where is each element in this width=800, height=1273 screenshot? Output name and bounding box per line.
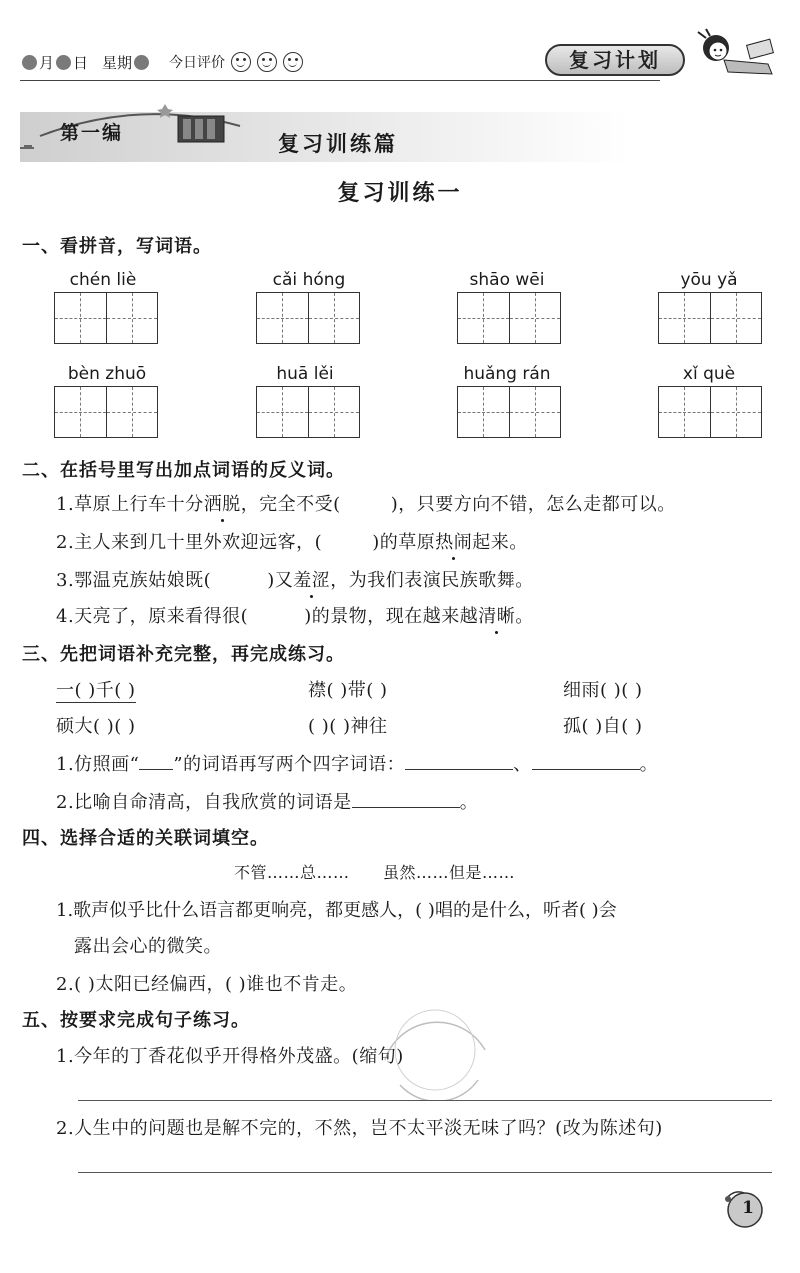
weekday-blank xyxy=(134,55,149,70)
page-number: 1 xyxy=(742,1198,754,1218)
q5-heading: 五、按要求完成句子练习。 xyxy=(22,1010,250,1031)
idiom-fill: 襟( )带( ) xyxy=(308,680,388,701)
idiom-fill: 孤( )自( ) xyxy=(563,716,643,737)
weekday-label: 星期 xyxy=(102,53,133,72)
writing-grid[interactable] xyxy=(256,292,360,344)
q4-heading: 四、选择合适的关联词填空。 xyxy=(22,828,269,849)
q2-sentence-4: 4.天亮了，原来看得很( )的景物，现在越来越清晰。 xyxy=(56,606,534,627)
watermark-stamp xyxy=(360,990,510,1100)
idiom-fill: 细雨( )( ) xyxy=(563,680,643,701)
q5-sentence-2: 2.人生中的问题也是解不完的，不然，岂不太平淡无味了吗？(改为陈述句) xyxy=(56,1118,663,1139)
q3-task-1: 1.仿照画“ ”的词语再写两个四字词语： 、 。 xyxy=(56,754,659,775)
emphasized-word: 洒脱 xyxy=(203,494,241,515)
idiom-fill: 一( )千( ) xyxy=(56,676,136,703)
idiom-fill: 硕大( )( ) xyxy=(56,716,136,737)
page-title: 复习训练一 xyxy=(337,180,463,206)
q4-sentence-1-cont: 露出会心的微笑。 xyxy=(74,936,222,957)
q1-heading: 一、看拼音，写词语。 xyxy=(22,236,212,257)
pinyin-label: huǎng rán xyxy=(463,364,551,384)
q2-sentence-3: 3.鄂温克族姑娘既( )又羞涩，为我们表演民族歌舞。 xyxy=(56,570,534,591)
writing-grid[interactable] xyxy=(54,386,158,438)
pinyin-label: huā lěi xyxy=(276,364,334,384)
conjunction-options: 不管……总…… 虽然……但是…… xyxy=(234,863,516,882)
date-header xyxy=(20,50,380,74)
pinyin-label: yōu yǎ xyxy=(680,270,738,290)
girl-reading-icon xyxy=(688,28,778,84)
writing-grid[interactable] xyxy=(256,386,360,438)
rating-label: 今日评价 xyxy=(169,55,226,71)
writing-grid[interactable] xyxy=(457,386,561,438)
pinyin-label: bèn zhuō xyxy=(67,364,147,384)
q5-sentence-1: 1.今年的丁香花似乎开得格外茂盛。(缩句) xyxy=(56,1046,404,1067)
writing-grid[interactable] xyxy=(457,292,561,344)
q4-sentence-1: 1.歌声似乎比什么语言都更响亮，都更感人，( )唱的是什么，听者( )会 xyxy=(56,900,617,921)
emphasized-word: 羞涩 xyxy=(293,570,331,591)
header-rule xyxy=(20,80,660,81)
writing-grid[interactable] xyxy=(54,292,158,344)
section-title: 复习训练篇 xyxy=(278,131,398,156)
smiley-icon xyxy=(283,52,303,72)
q2-sentence-2: 2.主人来到几十里外欢迎远客，( )的草原热闹起来。 xyxy=(56,532,528,553)
q3-task-2: 2.比喻自命清高，自我欣赏的词语是 。 xyxy=(56,792,479,813)
q2-sentence-1: 1.草原上行车十分洒脱，完全不受( )，只要方向不错，怎么走都可以。 xyxy=(56,494,676,515)
day-blank xyxy=(56,55,71,70)
idiom-fill: ( )( )神往 xyxy=(308,716,388,737)
smiley-icon xyxy=(231,52,251,72)
q3-heading: 三、先把词语补充完整，再完成练习。 xyxy=(22,644,345,665)
month-blank xyxy=(22,55,37,70)
writing-grid[interactable] xyxy=(658,386,762,438)
answer-line[interactable] xyxy=(78,1172,772,1173)
review-plan-badge: 复习计划 xyxy=(545,44,685,76)
writing-grid[interactable] xyxy=(658,292,762,344)
pinyin-label: shāo wēi xyxy=(469,270,545,290)
pinyin-label: chén liè xyxy=(69,270,137,290)
answer-line[interactable] xyxy=(78,1100,772,1101)
emphasized-word: 清晰 xyxy=(478,606,516,627)
part-title: 第一编 xyxy=(60,122,124,144)
q2-heading: 二、在括号里写出加点词语的反义词。 xyxy=(22,460,345,481)
smiley-icon xyxy=(257,52,277,72)
month-label: 月 xyxy=(39,53,55,72)
emphasized-word: 热闹 xyxy=(435,532,473,553)
q4-sentence-2: 2.( )太阳已经偏西，( )谁也不肯走。 xyxy=(56,974,358,995)
pinyin-label: cǎi hóng xyxy=(272,270,346,290)
day-label: 日 xyxy=(73,53,89,72)
pinyin-label: xǐ què xyxy=(682,364,736,384)
